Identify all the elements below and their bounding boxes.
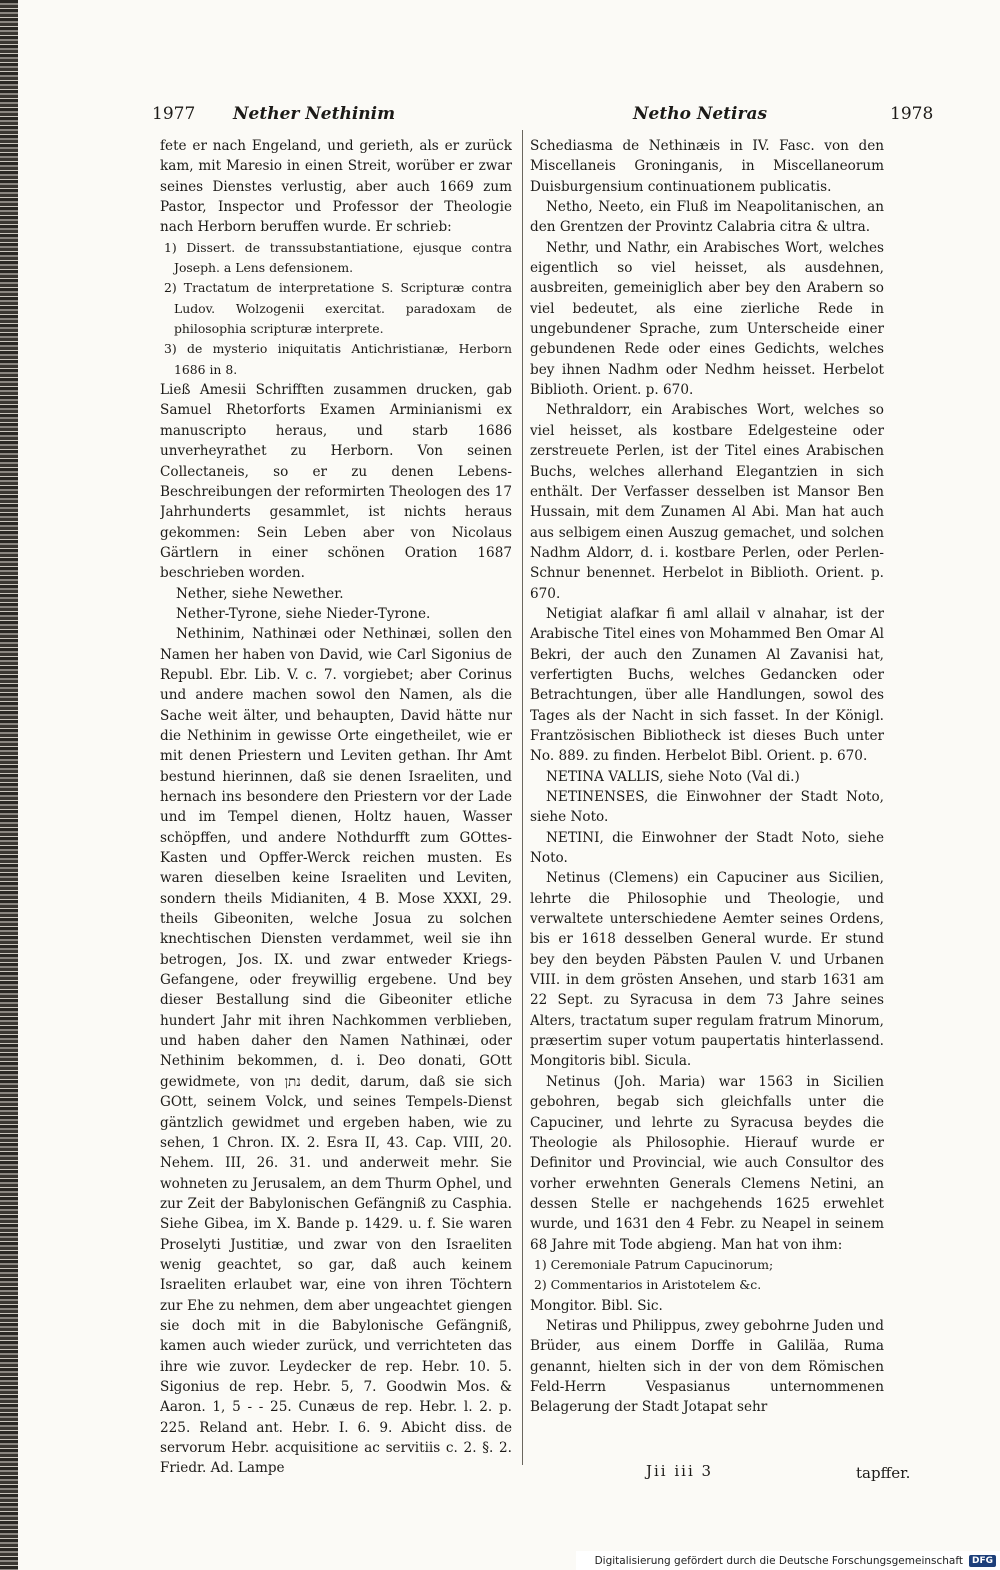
page-header [18,104,1000,134]
right-column-paragraph: Netinus (Clemens) ein Capuciner aus Sicilien, lehrte die Philosophie und Theologie, und verwaltete unterschiedene Aemter seines Ordens, bis er 1618 desselben General wurde. Er stund bey den beyden Päbsten Paulen V. und Urbanen VIII. in dem grösten Ansehen, und starb 1631 am 22 Sept. zu Syracusa in dem 73 Jahre seines Alters, tractatum super regulam fratrum Minorum, præsertim super votum paupertatis hinterlassend. Mongitoris bibl. Sicula. [530,870,884,1070]
column-divider [522,130,523,1465]
right-column-paragraph: Netiras und Philippus, zwey gebohrne Juden und Brüder, aus einem Dorffe in Galiläa, Ruma genannt, hielten sich in der von dem Römischen Feld-Herrn Vespasianus unternommenen Belagerung der Stadt Jotapat sehr [530,1317,884,1416]
right-column-list-item: 1) Ceremoniale Patrum Capucinorum; [534,1256,774,1272]
digitization-footer [576,1551,1000,1570]
left-column-paragraph: Nethinim, Nathinæi oder Nethinæi, sollen den Namen her haben von David, wie Carl Sigonius de Republ. Ebr. Lib. V. c. 7. vorgiebet; aber Corinus und andere machen sowol den Namen, als die Sache weit älter, und behaupten, David hätte nur die Nethinim in gewisse Orte eingetheilet, wie er mit denen Priestern und Leviten gethan. Ihr Amt bestund hierinnen, daß sie denen Israeliten, und hernach ins besondere den Priestern vor der Lade und im Tempel dienen, Holtz hauen, Wasser schöpffen, und andere Nothdurfft zum GOttes-Kasten und Opffer-Werck reichen musten. Es waren dieselben keine Israeliten und Leviten, sondern theils Midianiten, 4 B. Mose XXXI, 29. theils Gibeoniten, welche Josua zu solchen knechtischen Diensten verdammet, weil sie ihn betrogen, Jos. IX. und zwar entweder Kriegs-Gefangene, oder freywillig ergebene. Und bey dieser Bestallung sind die Gibeoniter etliche hundert Jahr mit ihren Nachkommen verblieben, und haben daher den Namen Nathinæi, oder Nethinim bekommen, d. i. Deo donati, GOtt gewidmete, von נתן dedit, darum, daß sie sich GOtt, seinem Volck, und seines Tempels-Dienst gäntzlich gewidmet und ergeben haben, wie zu sehen, 1 Chron. IX. 2. Esra II, 43. Cap. VIII, 20. Nehem. III, 26. 31. und anderweit mehr. Sie wohneten zu Jerusalem, an dem Thurm Ophel, und zur Zeit der Babylonischen Gefängniß zu Casphia. Siehe Gibea, im X. Bande p. 1429. u. f. Sie waren Proselyti Justitiæ, und zwar von den Israeliten wenig geachtet, so gar, daß auch keinem Israeliten erlaubet war, eine von ihren Töchtern zur Ehe zu nehmen, dem aber ungeachtet giengen sie doch mit in die Babylonische Gefängniß, kamen auch wieder zurück, und verrichteten das ihre wie zuvor. Leydecker de rep. Hebr. 10. 5. Sigonius de rep. Hebr. 5, 7. Goodwin Mos. & Aaron. 1, 5 - - 25. Cunæus de rep. Hebr. l. 2. p. 225. Reland ant. Hebr. I. 6. 9. Abicht diss. de servorum Hebr. acquisitione ac servitiis c. 2. §. 2. Friedr. Ad. Lampe [160,626,512,1477]
left-column-list-item: 2) Tractatum de interpretatione S. Scripturæ contra Ludov. Wolzogenii exercitat. paradoxam de philosophia scripturæ interprete. [164,280,512,337]
left-column-paragraph: Nether, siehe Newether. [176,585,344,602]
signature-mark: Jii iii 3 [646,1462,714,1480]
left-column-list-item: 3) de mysterio iniquitatis Antichristianæ, Herborn 1686 in 8. [164,341,512,377]
left-column-paragraph: Nether-Tyrone, siehe Nieder-Tyrone. [176,605,431,622]
book-page [18,0,1000,1570]
right-column-paragraph: Nethr, und Nathr, ein Arabisches Wort, welches eigentlich so viel heisset, als ausdehnen, ausbreiten, gemeiniglich aber bey den Arabern so viel bedeutet, als eine zierliche Rede in ungebundener Sprache, zum Unterscheide einer gebundenen Rede oder eines Gedichts, welches bey ihnen Nadhm oder Nedhm heisset. Herbelot Biblioth. Orient. p. 670. [530,239,884,399]
left-column-paragraph: Ließ Amesii Schrifften zusammen drucken, gab Samuel Rhetorforts Examen Arminianismi ex manuscripto heraus, und starb 1686 unverheyrathet zu Herborn. Von seinen Collectaneis, so er zu denen Lebens-Beschreibungen der reformirten Theologen des 17 Jahrhunderts gesammlet, ist nichts heraus gekommen: Sein Leben aber von Nicolaus Gärtlern in einer schönen Oration 1687 beschrieben worden. [160,382,512,582]
dfg-logo: DFG [969,1555,996,1567]
right-column-paragraph: Schediasma de Nethinæis in IV. Fasc. von den Miscellaneis Groninganis, in Miscellaneorum Duisburgensium continuationem publicatis. [530,138,884,195]
left-running-head: Nether Nethinim [233,104,396,124]
right-column-list-item: 2) Commentarios in Aristotelem &c. [534,1277,762,1293]
footer-text: Digitalisierung gefördert durch die Deutsche Forschungsgemeinschaft [594,1554,963,1567]
right-column-paragraph: Netinus (Joh. Maria) war 1563 in Sicilien gebohren, begab sich gleichfalls unter die Capuciner, und lehrte zu Syracusa beydes die Theologie als Philosophie. Hierauf wurde er Definitor und Provincial, wie auch Consultor des vorher erwehnten Generals Clemens Netini, an dessen Stelle er nachgehends 1625 erwehlet wurde, und 1631 den 4 Febr. zu Neapel in seinem 68 Jahre mit Tode abgieng. Man hat von ihm: [530,1073,884,1253]
left-page-number: 1977 [152,104,196,124]
right-column-paragraph: Netho, Neeto, ein Fluß im Neapolitanischen, an den Grentzen der Provintz Calabria citra & ultra. [530,199,884,236]
right-column-paragraph: Nethraldorr, ein Arabisches Wort, welches so viel heisset, als kostbare Edelgesteine oder zerstreuete Perlen, ist der Titel eines Arabischen Buchs, welches allerhand Elegantzien in sich enthält. Der Verfasser desselben ist Mansor Ben Hussain, mit dem Zunamen Al Abi. Man hat auch aus selbigem einen Auszug gemachet, und solchen Nadhm Aldorr, d. i. kostbare Perlen, oder Perlen-Schnur benennet. Herbelot in Biblioth. Orient. p. 670. [530,402,884,602]
right-column-paragraph: NETINA VALLIS, siehe Noto (Val di.) [546,768,800,785]
right-column-paragraph: NETINENSES, die Einwohner der Stadt Noto, siehe Noto. [530,789,884,826]
right-page-number: 1978 [890,104,934,124]
left-column [160,136,512,1479]
right-column [530,136,884,1418]
scan-binding-edge [0,0,18,1570]
right-column-paragraph: Netigiat alafkar fi aml allail v alnahar, ist der Arabische Titel eines von Mohammed Ben Omar Al Bekri, der auch den Zunamen Al Zavanisi hat, verfertigten Buchs, welches Gedancken oder Betrachtungen, über alle Handlungen, sowol des Tages als der Nacht in sich fasset. In der Königl. Frantzösischen Bibliotheck ist dieses Buch unter No. 889. zu finden. Herbelot Bibl. Orient. p. 670. [530,605,884,765]
left-column-list-item: 1) Dissert. de transsubstantiatione, ejusque contra Joseph. a Lens defensionem. [164,239,512,276]
left-column-paragraph: fete er nach Engeland, und gerieth, als er zurück kam, mit Maresio in einen Streit, worüber er zwar seines Dienstes verlustig, aber auch 1669 zum Pastor, Inspector und Professor der Theologie nach Herborn beruffen wurde. Er schrieb: [160,138,512,236]
right-column-paragraph: Mongitor. Bibl. Sic. [530,1297,663,1314]
catchword: tapffer. [856,1464,911,1482]
right-column-paragraph: NETINI, die Einwohner der Stadt Noto, siehe Noto. [530,829,884,867]
right-running-head: Netho Netiras [633,104,768,124]
